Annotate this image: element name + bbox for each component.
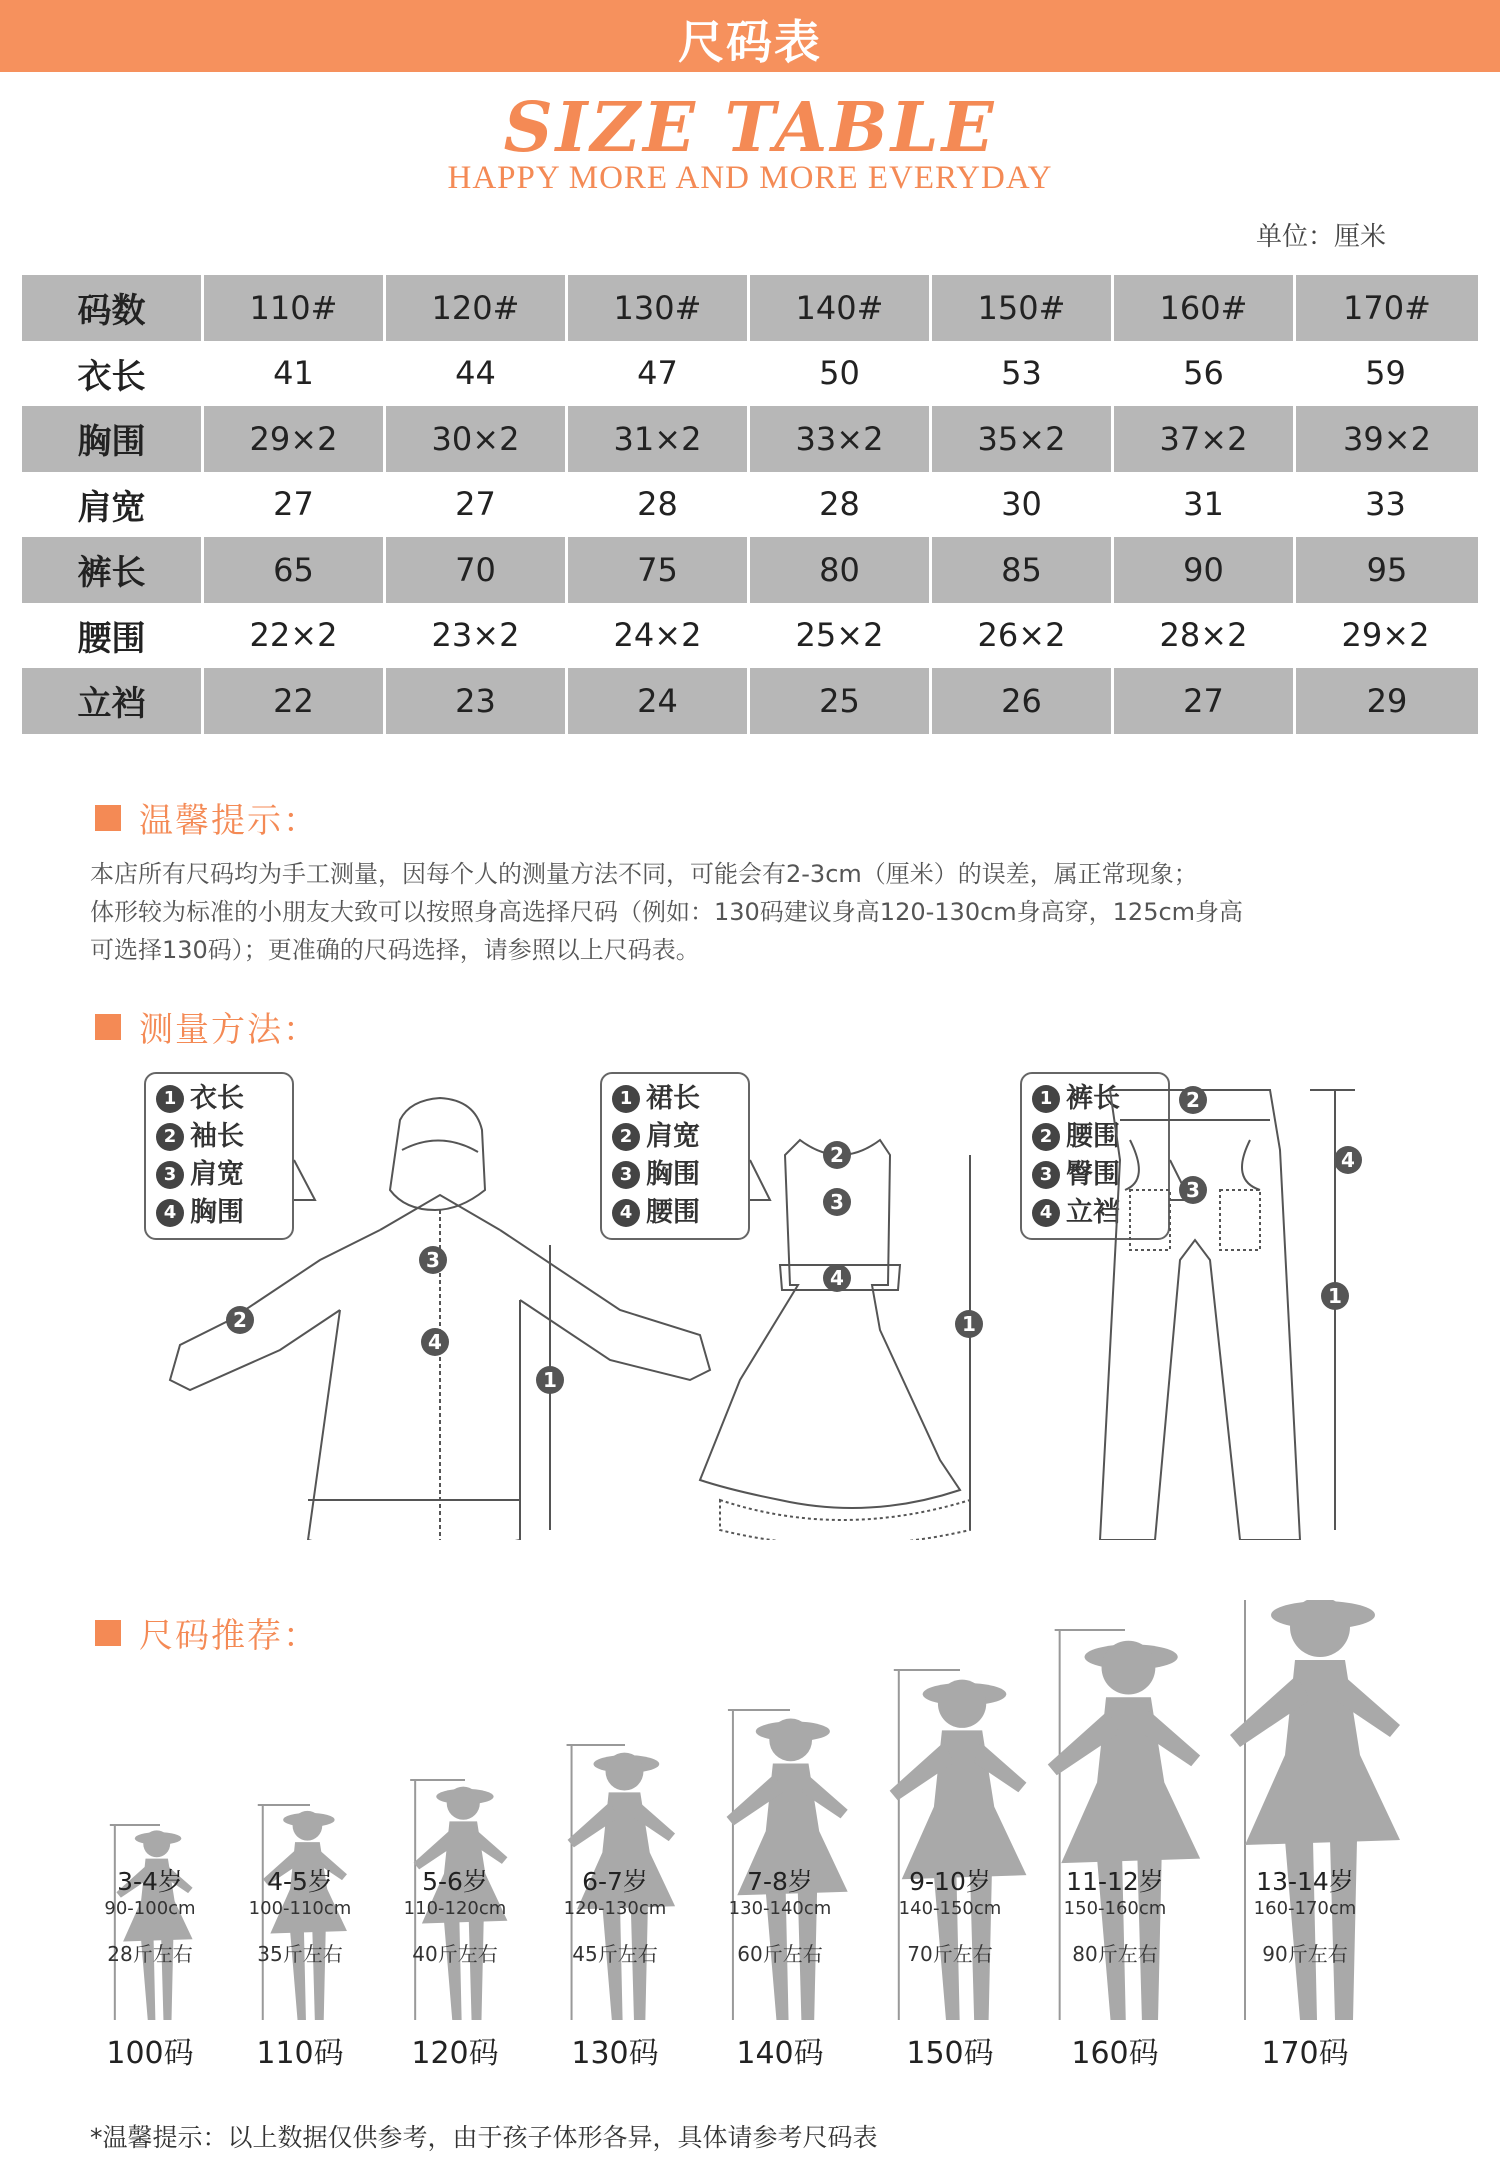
legend-item: 3 肩宽 <box>156 1156 282 1194</box>
number-circle-icon: 2 <box>1032 1123 1060 1151</box>
size-table <box>22 275 1478 734</box>
svg-text:4: 4 <box>830 1266 844 1290</box>
kid-height-label: 160-170cm <box>1253 1898 1357 1919</box>
marker-icon <box>1179 1176 1207 1204</box>
table-header-cell: 130# <box>568 275 750 341</box>
table-cell: 31 <box>1114 472 1296 538</box>
marker-icon <box>1321 1282 1349 1310</box>
table-row <box>22 341 1478 407</box>
kid-age-label: 13-14岁 <box>1256 1867 1354 1896</box>
number-circle-icon: 3 <box>156 1161 184 1189</box>
table-cell: 31×2 <box>568 406 750 472</box>
svg-text:1: 1 <box>1328 1284 1342 1308</box>
table-cell: 26 <box>932 668 1114 734</box>
kid-size-code: 160码 <box>1071 2036 1159 2071</box>
table-header-cell: 120# <box>386 275 568 341</box>
number-circle-icon: 1 <box>1032 1085 1060 1113</box>
kid-height-label: 90-100cm <box>104 1898 196 1919</box>
tips-heading <box>95 793 319 842</box>
recommend-heading-text: 尺码推荐： <box>139 1616 319 1656</box>
kid-weight-label: 80斤左右 <box>1072 1942 1158 1966</box>
kid-age-label: 5-6岁 <box>422 1867 488 1896</box>
table-cell: 50 <box>750 341 932 407</box>
table-cell: 24 <box>568 668 750 734</box>
page-title: 尺码表 <box>678 15 822 69</box>
svg-text:3: 3 <box>426 1248 440 1272</box>
table-cell: 85 <box>932 537 1114 603</box>
kid-weight-label: 60斤左右 <box>737 1942 823 1966</box>
legend-item: 2 腰围 <box>1032 1118 1158 1156</box>
table-row-label: 腰围 <box>22 603 204 669</box>
marker-icon <box>226 1306 254 1334</box>
number-circle-icon: 3 <box>1032 1161 1060 1189</box>
table-cell: 29×2 <box>1296 603 1478 669</box>
table-header-cell: 160# <box>1114 275 1296 341</box>
marker-icon <box>823 1141 851 1169</box>
table-cell: 24×2 <box>568 603 750 669</box>
number-circle-icon: 3 <box>612 1161 640 1189</box>
table-cell: 56 <box>1114 341 1296 407</box>
kid-height-label: 110-120cm <box>403 1898 507 1919</box>
tips-text <box>90 855 1430 969</box>
legend-item: 3 臀围 <box>1032 1156 1158 1194</box>
legend-item: 4 立裆 <box>1032 1194 1158 1232</box>
number-circle-icon: 4 <box>156 1199 184 1227</box>
kid-weight-label: 45斤左右 <box>572 1942 658 1966</box>
svg-text:1: 1 <box>543 1368 557 1392</box>
table-cell: 23 <box>386 668 568 734</box>
table-cell: 44 <box>386 341 568 407</box>
table-row-label: 肩宽 <box>22 472 204 538</box>
table-cell: 30 <box>932 472 1114 538</box>
measure-heading <box>95 1002 319 1051</box>
svg-text:4: 4 <box>428 1330 442 1354</box>
kid-age-label: 4-5岁 <box>267 1867 333 1896</box>
table-cell: 28 <box>750 472 932 538</box>
number-circle-icon: 4 <box>612 1199 640 1227</box>
footer-note: *温馨提示：以上数据仅供参考，由于孩子体形各异，具体请参考尺码表 <box>90 2123 878 2152</box>
marker-icon <box>823 1264 851 1292</box>
unit-note: 单位：厘米 <box>1256 222 1387 252</box>
marker-icon <box>536 1366 564 1394</box>
kid-age-label: 11-12岁 <box>1066 1867 1164 1896</box>
legend-item: 1 衣长 <box>156 1080 282 1118</box>
number-circle-icon: 4 <box>1032 1199 1060 1227</box>
table-cell: 75 <box>568 537 750 603</box>
kid-age-label: 7-8岁 <box>747 1867 813 1896</box>
legend-item: 2 袖长 <box>156 1118 282 1156</box>
square-bullet-icon <box>95 1014 121 1040</box>
english-title: SIZE TABLE <box>503 88 997 168</box>
table-cell: 65 <box>204 537 386 603</box>
tips-line: 本店所有尺码均为手工测量，因每个人的测量方法不同，可能会有2-3cm（厘米）的误差，属正常现象； <box>90 860 1198 888</box>
number-circle-icon: 2 <box>612 1123 640 1151</box>
table-row <box>22 406 1478 472</box>
marker-icon <box>421 1328 449 1356</box>
svg-text:4: 4 <box>1341 1148 1355 1172</box>
table-header-cell: 110# <box>204 275 386 341</box>
kid-height-label: 130-140cm <box>728 1898 832 1919</box>
table-header-row <box>22 275 1478 341</box>
table-cell: 33 <box>1296 472 1478 538</box>
table-cell: 26×2 <box>932 603 1114 669</box>
table-header-cell: 170# <box>1296 275 1478 341</box>
clothing-sketches <box>80 1060 1440 1540</box>
kid-size-code: 100码 <box>106 2036 194 2071</box>
table-cell: 23×2 <box>386 603 568 669</box>
legend-item: 4 胸围 <box>156 1194 282 1232</box>
table-cell: 41 <box>204 341 386 407</box>
table-row <box>22 472 1478 538</box>
svg-text:2: 2 <box>1186 1088 1200 1112</box>
child-silhouette-icon <box>110 1825 193 2020</box>
svg-text:3: 3 <box>830 1190 844 1214</box>
pants-sketch-icon <box>1100 1090 1355 1540</box>
table-header-cell: 150# <box>932 275 1114 341</box>
kid-height-label: 100-110cm <box>248 1898 352 1919</box>
table-cell: 22 <box>204 668 386 734</box>
table-header-cell: 码数 <box>22 275 204 341</box>
kid-age-label: 3-4岁 <box>117 1867 183 1896</box>
marker-icon <box>823 1188 851 1216</box>
table-cell: 27 <box>204 472 386 538</box>
table-row <box>22 603 1478 669</box>
kid-size-code: 140码 <box>736 2036 824 2071</box>
svg-text:3: 3 <box>1186 1178 1200 1202</box>
kid-size-code: 120码 <box>411 2036 499 2071</box>
marker-icon <box>1334 1146 1362 1174</box>
table-cell: 35×2 <box>932 406 1114 472</box>
square-bullet-icon <box>95 805 121 831</box>
legend-item: 2 肩宽 <box>612 1118 738 1156</box>
table-cell: 22×2 <box>204 603 386 669</box>
table-cell: 95 <box>1296 537 1478 603</box>
tips-heading-text: 温馨提示： <box>139 801 319 841</box>
table-cell: 39×2 <box>1296 406 1478 472</box>
number-circle-icon: 1 <box>612 1085 640 1113</box>
kid-size-code: 170码 <box>1261 2036 1349 2071</box>
child-silhouette-icon <box>890 1670 1027 2020</box>
kid-weight-label: 40斤左右 <box>412 1942 498 1966</box>
kid-size-code: 130码 <box>571 2036 659 2071</box>
measurement-diagram <box>80 1060 1440 1540</box>
table-cell: 30×2 <box>386 406 568 472</box>
number-circle-icon: 1 <box>156 1085 184 1113</box>
kid-size-code: 150码 <box>906 2036 994 2071</box>
legend-item: 4 腰围 <box>612 1194 738 1232</box>
legend-item: 1 裤长 <box>1032 1080 1158 1118</box>
kid-age-label: 6-7岁 <box>582 1867 648 1896</box>
table-row-label: 胸围 <box>22 406 204 472</box>
table-cell: 53 <box>932 341 1114 407</box>
kid-height-label: 140-150cm <box>898 1898 1002 1919</box>
kid-height-label: 150-160cm <box>1063 1898 1167 1919</box>
kid-weight-label: 90斤左右 <box>1262 1942 1348 1966</box>
kid-weight-label: 35斤左右 <box>257 1942 343 1966</box>
table-cell: 70 <box>386 537 568 603</box>
table-row <box>22 537 1478 603</box>
tips-line: 可选择130码）；更准确的尺码选择，请参照以上尺码表。 <box>90 936 700 964</box>
kid-height-label: 120-130cm <box>563 1898 667 1919</box>
legend-item: 3 胸围 <box>612 1156 738 1194</box>
table-header-cell: 140# <box>750 275 932 341</box>
kid-age-label: 9-10岁 <box>909 1867 991 1896</box>
table-row-label: 立裆 <box>22 668 204 734</box>
kid-size-code: 110码 <box>256 2036 344 2071</box>
kid-weight-label: 28斤左右 <box>107 1942 193 1966</box>
table-cell: 28 <box>568 472 750 538</box>
measure-heading-text: 测量方法： <box>139 1010 319 1050</box>
legend-item: 1 裙长 <box>612 1080 738 1118</box>
table-cell: 33×2 <box>750 406 932 472</box>
marker-icon <box>419 1246 447 1274</box>
marker-icon <box>955 1310 983 1338</box>
table-cell: 25 <box>750 668 932 734</box>
number-circle-icon: 2 <box>156 1123 184 1151</box>
table-cell: 27 <box>1114 668 1296 734</box>
table-row-label: 裤长 <box>22 537 204 603</box>
table-cell: 28×2 <box>1114 603 1296 669</box>
marker-icon <box>1179 1086 1207 1114</box>
table-cell: 25×2 <box>750 603 932 669</box>
table-row <box>22 668 1478 734</box>
svg-text:2: 2 <box>233 1308 247 1332</box>
table-cell: 59 <box>1296 341 1478 407</box>
kid-weight-label: 70斤左右 <box>907 1942 993 1966</box>
table-cell: 47 <box>568 341 750 407</box>
table-cell: 80 <box>750 537 932 603</box>
size-recommend-figures <box>0 1600 1500 2120</box>
table-cell: 37×2 <box>1114 406 1296 472</box>
table-cell: 90 <box>1114 537 1296 603</box>
svg-text:2: 2 <box>830 1143 844 1167</box>
table-cell: 29×2 <box>204 406 386 472</box>
table-cell: 27 <box>386 472 568 538</box>
svg-text:1: 1 <box>962 1312 976 1336</box>
table-row-label: 衣长 <box>22 341 204 407</box>
tips-line: 体形较为标准的小朋友大致可以按照身高选择尺码（例如：130码建议身高120-130cm身高穿，125cm身高 <box>90 898 1244 926</box>
table-cell: 29 <box>1296 668 1478 734</box>
english-subtitle: HAPPY MORE AND MORE EVERYDAY <box>447 160 1053 196</box>
